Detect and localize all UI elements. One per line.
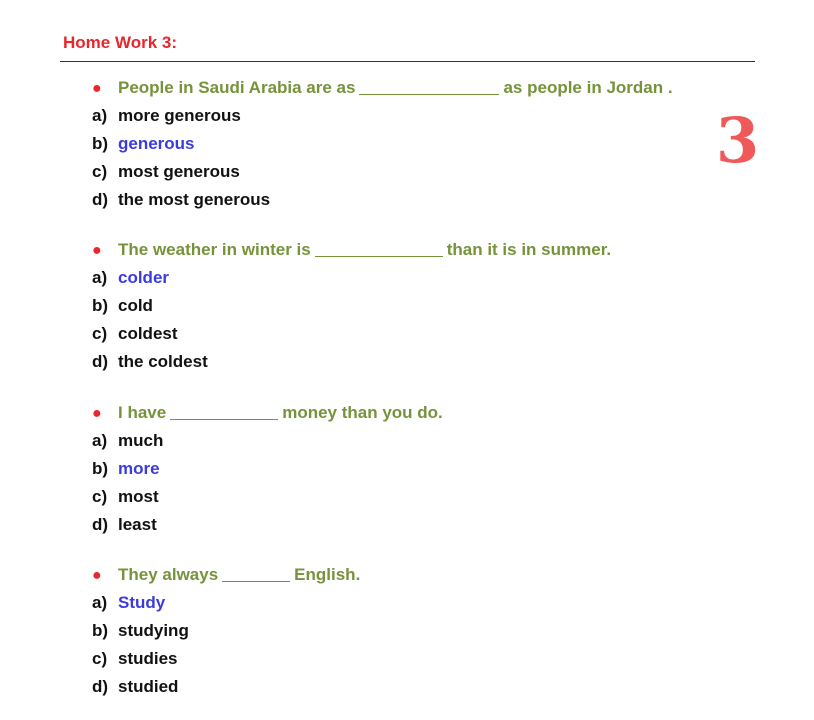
option-d: d) the most generous — [92, 190, 271, 209]
question-block-1 — [92, 78, 732, 218]
question-text-3 — [92, 403, 732, 431]
answer-blank — [359, 93, 499, 95]
question-text-1 — [92, 78, 732, 106]
question-before: People in Saudi Arabia are as — [118, 78, 356, 97]
question-text-4 — [92, 565, 732, 593]
question-after: money than you do. — [282, 403, 443, 422]
question-text-2 — [92, 240, 732, 268]
question-before: They always — [118, 565, 219, 584]
option-d: d) studied — [92, 677, 179, 696]
option-a: a) more generous — [92, 106, 241, 125]
option-b: b) studying — [92, 621, 189, 640]
page-title: Home Work 3: — [63, 33, 177, 52]
option-c: c) most generous — [92, 162, 240, 181]
question-block-3 — [92, 403, 732, 543]
bullet-icon: ● — [92, 405, 102, 422]
option-d: d) least — [92, 515, 157, 534]
question-before: The weather in winter is — [118, 240, 311, 259]
question-after: as people in Jordan . — [503, 78, 673, 97]
bullet-icon: ● — [92, 242, 102, 259]
option-c: c) studies — [92, 649, 178, 668]
question-block-2 — [92, 240, 732, 380]
option-d: d) the coldest — [92, 352, 208, 371]
option-b: b) generous — [92, 134, 195, 153]
question-after: than it is in summer. — [446, 240, 612, 259]
option-b: b) cold — [92, 296, 153, 315]
option-c: c) most — [92, 487, 159, 506]
score-number: 3 — [716, 104, 760, 177]
option-b: b) more — [92, 459, 160, 478]
option-a: a) colder — [92, 268, 170, 287]
bullet-icon: ● — [92, 80, 102, 97]
answer-blank — [315, 255, 443, 257]
question-after: English. — [294, 565, 361, 584]
title-divider — [60, 61, 755, 62]
option-a: a) much — [92, 431, 164, 450]
option-a: a) Study — [92, 593, 166, 612]
answer-blank — [222, 580, 290, 582]
question-before: I have — [118, 403, 167, 422]
question-block-4 — [92, 565, 732, 705]
option-c: c) coldest — [92, 324, 178, 343]
bullet-icon: ● — [92, 567, 102, 584]
answer-blank — [170, 418, 278, 420]
